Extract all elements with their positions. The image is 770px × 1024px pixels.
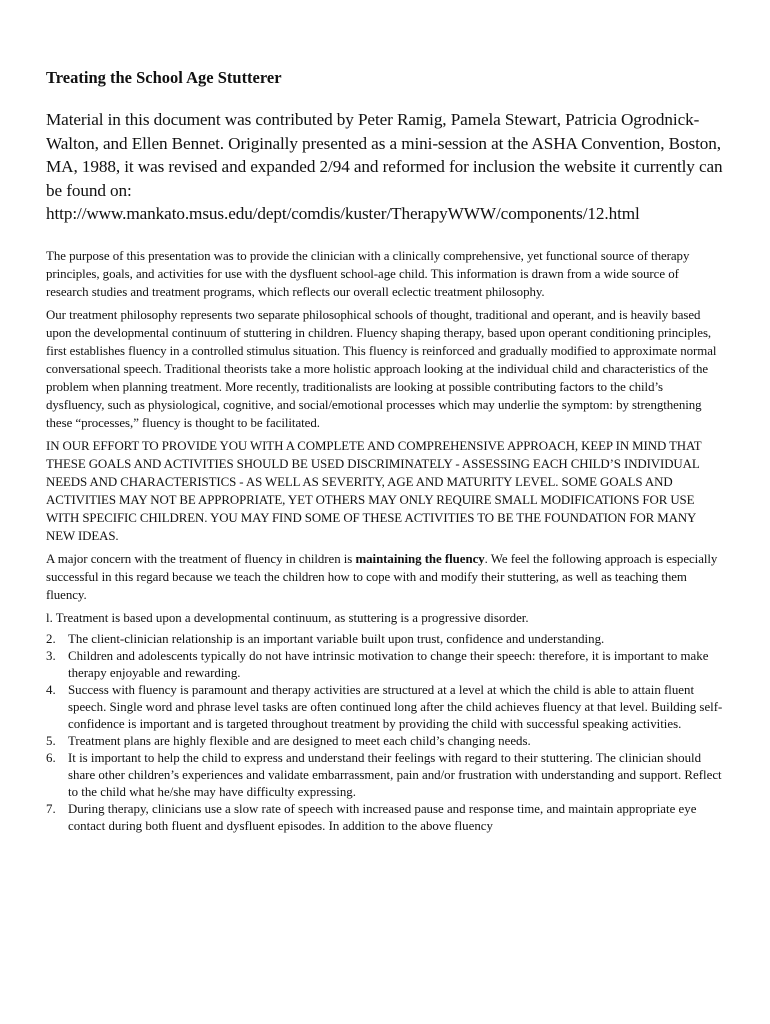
list-item-1: l. Treatment is based upon a developmental continuum, as stuttering is a progressive disorder. bbox=[46, 610, 529, 625]
list-item bbox=[46, 682, 724, 733]
list-item bbox=[46, 801, 724, 835]
list-item-text: Treatment plans are highly flexible and are designed to meet each child’s changing needs. bbox=[68, 733, 531, 748]
list-item-number: 5. bbox=[46, 733, 56, 748]
intro-text: Material in this document was contributed by Peter Ramig, Pamela Stewart, Patricia Ogrodnick-Walton, and Ellen Bennet. Originally presented as a mini-session at the ASHA Convention, Boston, MA, 1988, it was revised and expanded 2/94 and reformed for inclusion the website it currently can be found on: bbox=[46, 110, 723, 200]
philosophy-paragraph: Our treatment philosophy represents two separate philosophical schools of thought, traditional and operant, and is heavily based upon the developmental continuum of stuttering in children. Fluency shaping therapy, based upon operant conditioning principles, first establishes fluency in a controlled stimulus situation. This fluency is reinforced and gradually modified to approximate normal conversational speech. Traditional theorists take a more holistic approach looking at the individual child and characteristics of the problem when planning treatment. More recently, traditionalists are looking at possible contributing factors to the child’s dysfluency, such as physiological, cognitive, and social/emotional processes which may underlie the symptom: by strengthening these “processes,” fluency is thought to be facilitated. bbox=[46, 307, 717, 430]
list-item-text: Children and adolescents typically do not have intrinsic motivation to change their speech: therefore, it is important to make therapy enjoyable and rewarding. bbox=[68, 648, 709, 680]
list-item-text: Success with fluency is paramount and therapy activities are structured at a level at which the child is able to attain fluent speech. Single word and phrase level tasks are often continued long after the child achieves fluency at that level. Building self- confidence is important and is targeted throughout treatment by providing the child with successful speaking activities. bbox=[68, 682, 723, 731]
list-item bbox=[46, 648, 724, 682]
list-item-number: 7. bbox=[46, 801, 56, 816]
list-item-text: During therapy, clinicians use a slow rate of speech with increased pause and response time, and maintain appropriate eye contact during both fluent and dysfluent episodes. In addition to the above fluency bbox=[68, 801, 697, 833]
concern-paragraph bbox=[46, 550, 724, 604]
principles-list bbox=[46, 631, 724, 835]
list-item-text: It is important to help the child to express and understand their feelings with regard to their stuttering. The clinician should share other children’s experiences and validate embarrassment, pain and/or frustration with understanding and support. Reflect to the child what he/she may have difficulty expressing. bbox=[68, 750, 722, 799]
list-item-number: 3. bbox=[46, 648, 56, 663]
concern-bold-text: maintaining the fluency bbox=[355, 551, 485, 566]
list-item-number: 2. bbox=[46, 631, 56, 646]
list-item-number: 6. bbox=[46, 750, 56, 765]
list-item-text: The client-clinician relationship is an important variable built upon trust, confidence and understanding. bbox=[68, 631, 605, 646]
source-url: http://www.mankato.msus.edu/dept/comdis/kuster/TherapyWWW/components/12.html bbox=[46, 204, 640, 223]
list-item-number: 4. bbox=[46, 682, 56, 697]
intro-paragraph bbox=[46, 108, 724, 226]
document-title: Treating the School Age Stutterer bbox=[46, 68, 282, 87]
concern-text-after: . We feel the following approach is especially successful in this regard because we teach the children how to cope with and modify their stuttering, as well as teaching them fluency. bbox=[46, 551, 718, 602]
purpose-paragraph: The purpose of this presentation was to provide the clinician with a clinically comprehensive, yet functional source of therapy principles, goals, and activities for use with the dysfluent school-age child. This information is drawn from a wide source of research studies and treatment programs, which reflects our overall eclectic treatment philosophy. bbox=[46, 248, 690, 299]
concern-text-before: A major concern with the treatment of fluency in children is bbox=[46, 551, 356, 566]
list-item bbox=[46, 750, 724, 801]
caps-notice-paragraph: IN OUR EFFORT TO PROVIDE YOU WITH A COMPLETE AND COMPREHENSIVE APPROACH, KEEP IN MIND THAT THESE GOALS AND ACTIVITIES SHOULD BE USED DISCRIMINATELY - ASSESSING EACH CHILD’S INDIVIDUAL NEEDS AND CHARACTERISTICS - AS WELL AS SEVERITY, AGE AND MATURITY LEVEL. SOME GOALS AND ACTIVITIES MAY NOT BE APPROPRIATE, YET OTHERS MAY ONLY REQUIRE SMALL MODIFICATIONS FOR USE WITH SPECIFIC CHILDREN. YOU MAY FIND SOME OF THESE ACTIVITIES TO BE THE FOUNDATION FOR MANY NEW IDEAS. bbox=[46, 438, 702, 543]
list-item bbox=[46, 631, 724, 648]
list-item bbox=[46, 733, 724, 750]
